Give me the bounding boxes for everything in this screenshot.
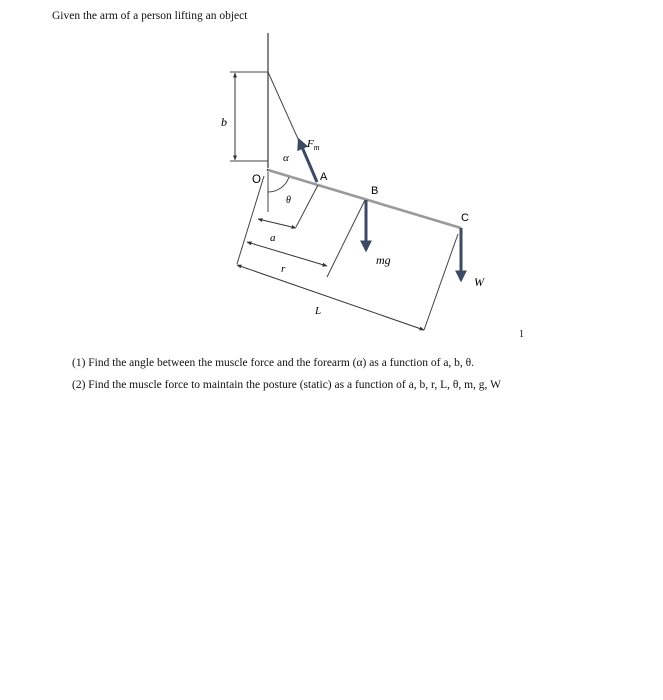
theta-label: θ [286,195,291,206]
w-label: W [474,275,484,289]
extension-line-a [296,185,318,227]
page-number: 1 [519,329,524,340]
point-c-label: C [461,212,469,224]
l-label: L [315,305,322,317]
question-1: (1) Find the angle between the muscle force and the forearm (α) as a function of a, b, θ. [72,357,475,369]
point-a-label: A [320,171,328,183]
l-dimension-arrow [237,265,424,330]
elbow-o-label: O [252,174,261,186]
r-label: r [281,263,286,275]
a-label: a [270,232,276,244]
extension-line-b [327,200,365,277]
fm-label: $F_m$ [307,138,320,152]
problem-title: Given the arm of a person lifting an object [52,10,248,22]
theta-angle-arc [268,177,289,192]
b-label: b [221,115,227,129]
extension-line-o [237,176,264,264]
r-dimension-arrow [247,242,327,266]
question-2: (2) Find the muscle force to maintain the posture (static) as a function of a, b, r, L, θ, m, g, W [72,379,501,391]
mg-label: mg [376,253,391,267]
extension-line-c [424,234,458,330]
alpha-label: α [283,152,289,164]
a-dimension-arrow [258,219,296,228]
point-b-label: B [371,185,379,197]
